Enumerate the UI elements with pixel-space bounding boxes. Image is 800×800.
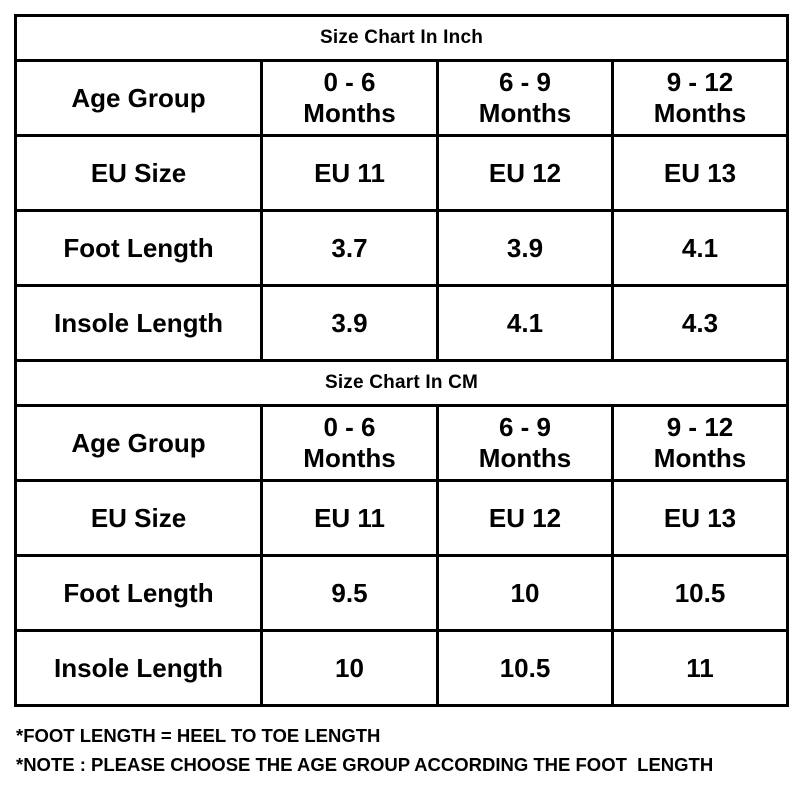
cell-line-2: Months bbox=[653, 443, 747, 473]
row-label-foot-length-cm: Foot Length bbox=[16, 556, 262, 631]
table-row-foot-length-inch bbox=[16, 211, 788, 286]
row-label-eu-size-cm: EU Size bbox=[16, 481, 262, 556]
cell-age-group-cm-3 bbox=[613, 406, 788, 481]
cell-line-2: Months bbox=[653, 98, 747, 128]
cell-foot-length-cm-3: 10.5 bbox=[613, 556, 788, 631]
table-row-section-title-cm bbox=[16, 361, 788, 406]
row-label-insole-length-cm: Insole Length bbox=[16, 631, 262, 706]
cell-line-1: 9 - 12 bbox=[666, 412, 734, 443]
cell-eu-size-inch-3: EU 13 bbox=[613, 136, 788, 211]
cell-age-group-inch-3 bbox=[613, 61, 788, 136]
table-row-insole-length-inch bbox=[16, 286, 788, 361]
table-row-foot-length-cm bbox=[16, 556, 788, 631]
cell-foot-length-inch-3: 4.1 bbox=[613, 211, 788, 286]
table-row-eu-size-cm bbox=[16, 481, 788, 556]
row-label-age-group-inch: Age Group bbox=[16, 61, 262, 136]
cell-insole-length-cm-2: 10.5 bbox=[438, 631, 613, 706]
section-title-inch: Size Chart In Inch bbox=[16, 16, 788, 61]
cell-foot-length-cm-1: 9.5 bbox=[262, 556, 438, 631]
cell-line-1: 0 - 6 bbox=[323, 67, 376, 98]
row-label-foot-length-inch: Foot Length bbox=[16, 211, 262, 286]
table-row-eu-size-inch bbox=[16, 136, 788, 211]
size-chart-table bbox=[14, 14, 789, 707]
cell-age-group-inch-1 bbox=[262, 61, 438, 136]
cell-foot-length-inch-1: 3.7 bbox=[262, 211, 438, 286]
cell-eu-size-inch-2: EU 12 bbox=[438, 136, 613, 211]
cell-insole-length-inch-1: 3.9 bbox=[262, 286, 438, 361]
cell-line-2: Months bbox=[303, 98, 396, 128]
table-row-age-group-inch bbox=[16, 61, 788, 136]
cell-line-1: 6 - 9 bbox=[498, 67, 552, 98]
notes-block bbox=[16, 722, 788, 779]
cell-line-2: Months bbox=[478, 443, 572, 473]
cell-age-group-cm-2 bbox=[438, 406, 613, 481]
cell-eu-size-cm-2: EU 12 bbox=[438, 481, 613, 556]
table-row-section-title-inch bbox=[16, 16, 788, 61]
cell-foot-length-inch-2: 3.9 bbox=[438, 211, 613, 286]
row-label-insole-length-inch: Insole Length bbox=[16, 286, 262, 361]
section-title-cm: Size Chart In CM bbox=[16, 361, 788, 406]
table-row-insole-length-cm bbox=[16, 631, 788, 706]
row-label-eu-size-inch: EU Size bbox=[16, 136, 262, 211]
note-foot-length: *FOOT LENGTH = HEEL TO TOE LENGTH bbox=[16, 725, 381, 746]
cell-line-2: Months bbox=[478, 98, 572, 128]
cell-insole-length-inch-3: 4.3 bbox=[613, 286, 788, 361]
cell-eu-size-cm-1: EU 11 bbox=[262, 481, 438, 556]
note-age-group: *NOTE : PLEASE CHOOSE THE AGE GROUP ACCORDING THE FOOT LENGTH bbox=[16, 753, 714, 775]
cell-age-group-cm-1 bbox=[262, 406, 438, 481]
cell-line-1: 0 - 6 bbox=[323, 412, 376, 443]
cell-eu-size-cm-3: EU 13 bbox=[613, 481, 788, 556]
cell-line-2: Months bbox=[303, 443, 396, 473]
cell-insole-length-cm-3: 11 bbox=[613, 631, 788, 706]
table-row-age-group-cm bbox=[16, 406, 788, 481]
cell-insole-length-inch-2: 4.1 bbox=[438, 286, 613, 361]
cell-age-group-inch-2 bbox=[438, 61, 613, 136]
cell-insole-length-cm-1: 10 bbox=[262, 631, 438, 706]
cell-eu-size-inch-1: EU 11 bbox=[262, 136, 438, 211]
cell-line-1: 9 - 12 bbox=[666, 67, 734, 98]
row-label-age-group-cm: Age Group bbox=[16, 406, 262, 481]
cell-foot-length-cm-2: 10 bbox=[438, 556, 613, 631]
cell-line-1: 6 - 9 bbox=[498, 412, 552, 443]
